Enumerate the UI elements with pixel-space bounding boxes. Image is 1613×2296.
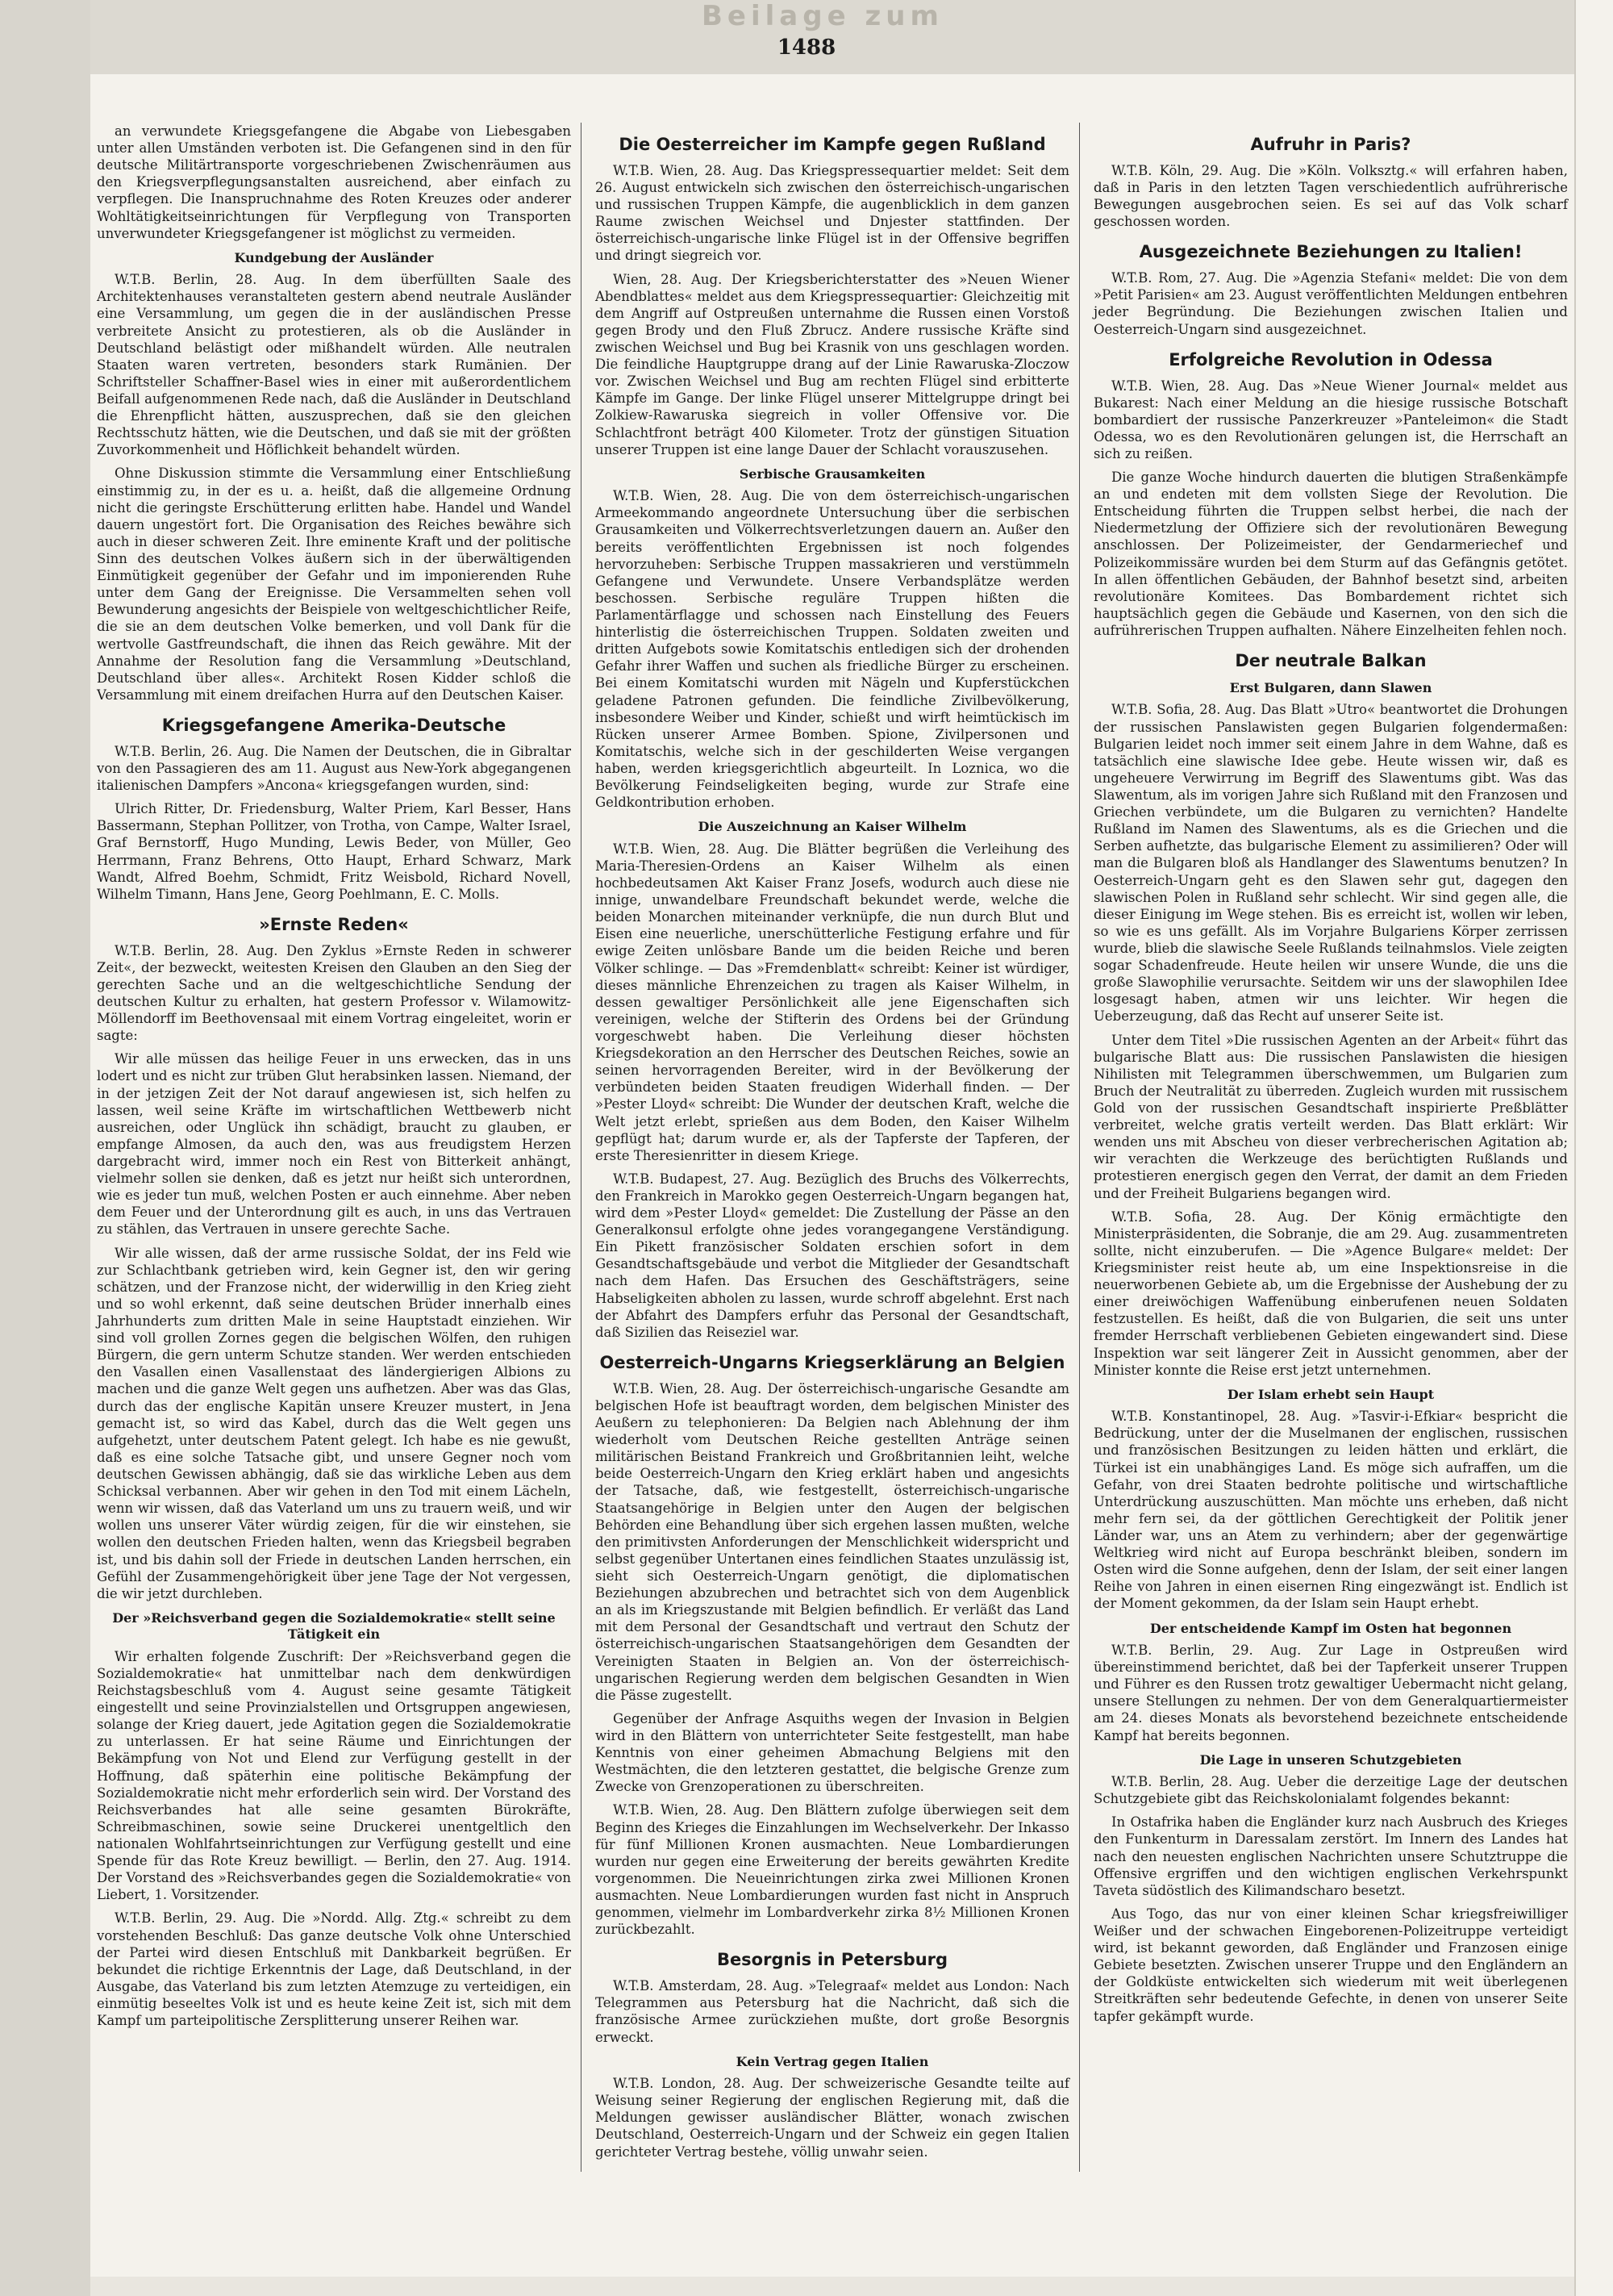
- left-margin-bleed: [0, 0, 90, 2296]
- right-margin-bleed: [1574, 0, 1613, 2296]
- article-paragraph: W.T.B. Berlin, 26. Aug. Die Namen der Deutschen, die in Gibraltar von den Passagieren des am 11. August aus New-York abgegangenen italienischen Dampfers »Ancona« kriegsgefangen wurden, sind:: [97, 743, 571, 794]
- article-paragraph: W.T.B. Berlin, 29. Aug. Die »Nordd. Allg. Ztg.« schreibt zu dem vorstehenden Beschluß: Das ganze deutsche Volk ohne Unterschied der Partei wird diesen Entschluß mit Dankbarkeit begrüßen. Er bekundet die richtige Erkenntnis der Lage, daß Deutschland, in der Ausgabe, das Vaterland bis zum letzten Atemzuge zu verteidigen, ein einmütig beseeltes Volk ist und es heute keine Zeit ist, sich mit dem Kampf um parteipolitische Zersplitterung unserer Reihen war.: [97, 1910, 571, 2029]
- article-paragraph: W.T.B. Amsterdam, 28. Aug. »Telegraaf« meldet aus London: Nach Telegrammen aus Petersburg hat die Nachricht, daß sich die französische Armee zurückziehen mußte, dort große Besorgnis erweckt.: [595, 1978, 1069, 2045]
- article-headline: Ausgezeichnete Beziehungen zu Italien!: [1139, 242, 1523, 262]
- article-paragraph: Wir alle müssen das heilige Feuer in uns erwecken, das in uns lodert und es nicht zur trüben Glut herabsinken lassen. Niemand, der in der jetzigen Zeit der Not darauf angewiesen ist, sich helfen zu lassen, weil seine Kräfte im wirtschaftlichen Wettbewerb nicht ausreichen, oder Unglück ihn schädigt, braucht zu glauben, er empfange Almosen, da auch den, was aus freudigstem Herzen dargebracht wird, immer noch ein Rest von Bitterkeit anhängt, vielmehr sollen sie denken, daß es jetzt nur heißt sich unterordnen, wie es jeder tun muß, welchen Posten er auch einnehme. Aber neben dem Feuer und der Unterordnung gilt es auch, in uns das Vertrauen zu stählen, das Vertrauen in unsere gerechte Sache.: [97, 1051, 571, 1238]
- article-paragraph: W.T.B. Wien, 28. Aug. Das Kriegspressequartier meldet: Seit dem 26. August entwickeln sich zwischen den österreichisch-ungarischen und russischen Truppen Kämpfe, die augenblicklich in dem ganzen Raume zwischen Weichsel und Dnjester stattfinden. Der österreichisch-ungarische linke Flügel ist in der Offensive begriffen und dringt siegreich vor.: [595, 162, 1069, 264]
- article-paragraph: W.T.B. Wien, 28. Aug. Die Blätter begrüßen die Verleihung des Maria-Theresien-Ordens an Kaiser Wilhelm als einen hochbedeutsamen Akt Kaiser Franz Josefs, wodurch auch diese nie innige, unwandelbare Freundschaft bekundet werde, welche die beiden Monarchen miteinander verknüpfe, die nun durch Blut und Eisen eine neuerliche, unerschütterliche Festigung erfahre und für ewige Zeiten unlösbare Bande um die beiden Reiche und beren Völker schlinge. — Das »Fremdenblatt« schreibt: Keiner ist würdiger, dieses männliche Ehrenzeichen zu tragen als Kaiser Wilhelm, in dessen gewaltiger Persönlichkeit alle jene Eigenschaften sich vereinigen, welche der Stifterin des Ordens bei der Gründung vorgeschwebt haben. Die Verleihung dieser höchsten Kriegsdekoration an den Herrscher des Deutschen Reiches, sowie an seinen hervorragenden Bereiter, wird in der Bevölkerung der verbündeten beiden Staaten freudigen Widerhall finden. — Der »Pester Lloyd« schreibt: Die Wunder der deutschen Kraft, welche die Welt jetzt erlebt, sprießen aus dem Boden, den Kaiser Wilhelm gepflügt hat; darum wurde er, als der Tapferste der Tapferen, der erste Theresienritter in diesem Kriege.: [595, 841, 1069, 1163]
- newspaper-page: [90, 74, 1574, 2277]
- article-headline: Aufruhr in Paris?: [1250, 135, 1411, 154]
- article-paragraph: Ohne Diskussion stimmte die Versammlung einer Entschließung einstimmig zu, in der es u. a. heißt, daß die allgemeine Ordnung nicht die geringste Erschütterung erlitten habe. Handel und Wandel dauern ungestört fort. Die Organisation des Reiches bewähre sich auch in dieser schweren Zeit. Ihre eminente Kraft und der politische Sinn des deutschen Volkes äußern sich in der überwältigenden Einmütigkeit gegenüber der Gefahr und im imponierenden Ruhe unter dem Gang der Ereignisse. Die Versammelten sehen voll Bewunderung angesichts der Beispiele von weltgeschichtlicher Reife, die sie an dem deutschen Volke bemerken, und voll Dank für die wertvolle Gastfreundschaft, die ihnen das Reich gewähre. Mit der Annahme der Resolution fang die Versammlung »Deutschland, Deutschland über alles«. Architekt Rosen Kidder schloß die Versammlung mit einem dreifachen Hurra auf den Deutschen Kaiser.: [97, 465, 571, 703]
- article-subheading: Die Auszeichnung an Kaiser Wilhelm: [698, 819, 967, 835]
- article-paragraph: In Ostafrika haben die Engländer kurz nach Ausbruch des Krieges den Funkenturm in Daressalam zerstört. Im Innern des Landes hat nach den neuesten englischen Nachrichten unsere Schutztruppe die Offensive ergriffen und den wichtigen englischen Verkehrspunkt Taveta südöstlich des Kilimandscharo besetzt.: [1094, 1814, 1568, 1898]
- article-paragraph: W.T.B. Wien, 28. Aug. Das »Neue Wiener Journal« meldet aus Bukarest: Nach einer Meldung an die hiesige russische Botschaft bombardiert der russische Panzerkreuzer »Panteleimon« die Stadt Odessa, wo es den Revolutionären gelungen ist, die Herrschaft an sich zu reißen.: [1094, 378, 1568, 461]
- page-number: 1488: [777, 35, 836, 60]
- article-paragraph: Wien, 28. Aug. Der Kriegsberichterstatter des »Neuen Wiener Abendblattes« meldet aus dem Kriegspressequartier: Gleichzeitig mit dem Angriff auf Ostpreußen unternahme die Russen einen Vorstoß gegen Brody und den Fluß Zbrucz. Andere russische Kräfte sind zwischen Weichsel und Bug bei Krasnik von uns geschlagen worden. Die feindliche Hauptgruppe drang auf der Linie Rawaruska-Zloczow vor. Zwischen Weichsel und Bug am rechten Flügel sind erbitterte Kämpfe im Gange. Der linke Flügel unserer Mittelgruppe dringt bei Zolkiew-Rawaruska siegreich in voller Offensive vor. Die Schlachtfront beträgt 400 Kilometer. Trotz der günstigen Situation unserer Truppen ist eine lange Dauer der Schlacht vorauszusehen.: [595, 271, 1069, 457]
- article-subheading: Serbische Grausamkeiten: [739, 465, 926, 482]
- article-headline: Erfolgreiche Revolution in Odessa: [1169, 349, 1493, 369]
- article-paragraph: W.T.B. Wien, 28. Aug. Die von dem österreichisch-ungarischen Armeekommando angeordnete Untersuchung über die serbischen Grausamkeiten und Völkerrechtsverletzungen dauern an. Außer den bereits veröffentlichten Ergebnissen ist noch folgendes hervorzuheben: Serbische Truppen massakrieren und verstümmeln Gefangene und Verwundete. Unsere Verbandsplätze werden beschossen. Serbische reguläre Truppen hißten die Parlamentärflagge und schossen nach Einstellung des Feuers hinterlistig die österreichischen Truppen. Soldaten zweiten und dritten Aufgebots sowie Komitatschis entledigen sich der drohenden Gefahr ihrer Waffen und suchen als friedliche Bürger zu erscheinen. Bei einem Komitatschi wurden mit Nägeln und Kupferstückchen geladene Patronen gefunden. Die feindliche Zivilbevölkerung, insbesondere Weiber und Kinder, schießt und wirft heimtückisch im Rücken unserer Armee Bomben. Spione, Zivilpersonen und Komitatschis, welche sich in der geschilderten Weise vergangen haben, werden kriegsgerichtlich abgeurteilt. In Loznica, wo die Bevölkerung Feindseligkeiten beging, wurde zur Strafe eine Geldkontribution erhoben.: [595, 488, 1069, 811]
- article-paragraph: W.T.B. Berlin, 28. Aug. Den Zyklus »Ernste Reden in schwerer Zeit«, der bezweckt, weitesten Kreisen den Glauben an den Sieg der gerechten Sache und an die weltgeschichtliche Sendung der deutschen Kultur zu erhalten, hat gestern Professor v. Wilamowitz-Möllendorff im Beethovensaal mit einem Vortrag eingeleitet, worin er sagte:: [97, 942, 571, 1044]
- article-subheading: Kein Vertrag gegen Italien: [736, 2053, 929, 2069]
- article-paragraph: Ulrich Ritter, Dr. Friedensburg, Walter Priem, Karl Besser, Hans Bassermann, Stephan Pollitzer, von Trotha, von Campe, Walter Israel, Graf Bernstorff, Hugo Munding, Lewis Beder, von Müller, Geo Herrmann, Franz Behrens, Otto Haupt, Erhard Schwarz, Mark Wandt, Alfred Boehm, Schmidt, Fritz Weisbold, Richard Novell, Wilhelm Timann, Hans Jene, Georg Poehlmann, E. C. Molls.: [97, 801, 571, 902]
- article-paragraph: W.T.B. Wien, 28. Aug. Der österreichisch-ungarische Gesandte am belgischen Hofe ist beauftragt worden, dem belgischen Minister des Aeußern zu telephonieren: Da Belgien nach Ablehnung der ihm wiederholt vom Deutschen Reiche gestellten Anträge seinen militärischen Beistand Frankreich und Großbritannien leiht, welche beide Oesterreich-Ungarn den Krieg erklärt haben und angesichts der Tatsache, daß, wie festgestellt, österreichisch-ungarische Staatsangehörige in Belgien unter den Augen der belgischen Behörden eine Behandlung über sich ergehen lassen mußten, welche den primitivsten Anforderungen der Menschlichkeit widerspricht und selbst gegenüber Untertanen eines feindlichen Staates unzulässig ist, sieht sich Oesterreich-Ungarn genötigt, die diplomatischen Beziehungen abzubrechen und betrachtet sich von dem Augenblick an als im Kriegszustande mit Belgien befindlich. Er verläßt das Land mit dem Personal der Gesandtschaft und vertraut den Schutz der österreichisch-ungarischen Staatsangehörigen dem Gesandten der Vereinigten Staaten in Belgien an. Von der österreichisch-ungarischen Regierung werden dem belgischen Gesandten in Wien die Pässe zugestellt.: [595, 1380, 1069, 1703]
- article-paragraph: W.T.B. London, 28. Aug. Der schweizerische Gesandte teilte auf Weisung seiner Regierung der englischen Regierung mit, daß die Meldungen gewisser ausländischer Blätter, wonach zwischen Deutschland, Oesterreich-Ungarn und der Schweiz ein gegen Italien gerichteter Vertrag bestehe, völlig unwahr seien.: [595, 2076, 1069, 2160]
- article-paragraph: W.T.B. Konstantinopel, 28. Aug. »Tasvir-i-Efkiar« bespricht die Bedrückung, unter der die Muselmanen der englischen, russischen und französischen Besitzungen zu leiden hätten und erklärt, die Türkei ist ein unabhängiges Land. Es möge sich aufraffen, um die Gefahr, von drei Staaten bedrohte politische und wirtschaftliche Unterdrückung auszuschütten. Man möchte uns erheben, daß nicht mehr fern sei, da der göttlichen Gerechtigkeit der Politik jener Länder war, uns an Atem zu verhindern; aber der gegenwärtige Weltkrieg wird nicht auf Europa beschränkt bleiben, sondern im Osten wird die Sonne aufgehen, denn der Islam, der seit einer langen Reihe von Jahren in einen eisernen Ring eingezwängt ist. Endlich ist der Moment gekommen, da der Islam sein Haupt erhebt.: [1094, 1409, 1568, 1612]
- article-subheading: Kundgebung der Ausländer: [234, 249, 434, 265]
- article-paragraph: W.T.B. Sofia, 28. Aug. Der König ermächtigte den Ministerpräsidenten, die Sobranje, die am 29. Aug. zusammentreten sollte, nicht einzuberufen. — Die »Agence Bulgare« meldet: Der Kriegsminister reist heute ab, um eine Inspektionsreise in die neuerworbenen Gebiete ab, um die Ergebnisse der Aushebung der zu einer dreiwöchigen Waffenübung einberufenen neuen Soldaten festzustellen. Es heißt, daß die von Bulgarien, die seit uns unter fremder Herrschaft verbliebenen Gebieten eingewandert sind. Diese Inspektion war seit längerer Zeit in Aussicht genommen, aber der Minister konnte die Reise erst jetzt unternehmen.: [1094, 1209, 1568, 1378]
- article-paragraph: Die ganze Woche hindurch dauerten die blutigen Straßenkämpfe an und endeten mit dem vollsten Siege der Revolution. Die Entscheidung führten die Truppen selbst herbei, die nach der Niedermetzlung der Offiziere sich der revolutionären Bewegung anschlossen. Der Polizeimeister, der Gendarmeriechef und Polizeikommissäre wurden bei dem Sturm auf das Gefängnis getötet. In allen öffentlichen Gebäuden, der Bahnhof besetzt sind, arbeiten revolutionäre Komitees. Das Bombardement richtet sich hauptsächlich gegen die Gebäude und Kasernen, von den sich die aufrührerischen Truppen aufhalten. Nähere Einzelheiten fehlen noch.: [1094, 470, 1568, 639]
- column-2: [595, 123, 1069, 2167]
- article-headline: Oesterreich-Ungarns Kriegserklärung an Belgien: [599, 1352, 1065, 1372]
- article-paragraph: Wir erhalten folgende Zuschrift: Der »Reichsverband gegen die Sozialdemokratie« hat unmittelbar nach dem denkwürdigen Reichstagsbeschluß vom 4. August seine gesamte Tätigkeit eingestellt und seine Provinzialstellen und Ortsgruppen angewiesen, solange der Krieg dauert, jede Agitation gegen die Sozialdemokratie zu unterlassen. Er hat seine Räume und Einrichtungen der Bekämpfung von Not und Elend zur Verfügung gestellt in der Hoffnung, daß späterhin eine politische Bekämpfung der Sozialdemokratie nicht mehr erforderlich sein wird. Der Vorstand des Reichsverbandes hat alle seine gesamten Bürokräfte, Schreibmaschinen, sowie seine Druckerei unentgeltlich den nationalen Wohlfahrtseinrichtungen zur Verfügung gestellt und eine Spende für das Rote Kreuz bewilligt. — Berlin, den 27. Aug. 1914. Der Vorstand des »Reichsverbandes gegen die Sozialdemokratie« von Liebert, 1. Vorsitzender.: [97, 1648, 571, 1903]
- article-headline: Der neutrale Balkan: [1235, 651, 1427, 671]
- article-subheading: Der Islam erhebt sein Haupt: [1227, 1386, 1435, 1402]
- article-paragraph: an verwundete Kriegsgefangene die Abgabe von Liebesgaben unter allen Umständen verboten ist. Die Gefangenen sind in den für deutsche Militärtransporte vorgeschriebenen Zwischenräumen aus den Kriegsverpflegungsanstalten ausreichend, aber einfach zu verpflegen. Die Inanspruchnahme des Roten Kreuzes oder anderer Wohltätigkeitseinrichtungen für Verpflegung von Transporten unverwundeter Kriegsgefangener ist möglichst zu vermeiden.: [97, 123, 571, 241]
- article-headline: Besorgnis in Petersburg: [716, 1950, 948, 1970]
- column-3: [1094, 123, 1568, 2031]
- article-paragraph: W.T.B. Köln, 29. Aug. Die »Köln. Volksztg.« will erfahren haben, daß in Paris in den letzten Tagen verschiedentlich aufrührerische Bewegungen ausgebrochen seien. Es sei auf das Volk scharf geschossen worden.: [1094, 162, 1568, 230]
- article-subheading: Erst Bulgaren, dann Slawen: [1229, 680, 1432, 696]
- article-paragraph: W.T.B. Berlin, 29. Aug. Zur Lage in Ostpreußen wird übereinstimmend berichtet, daß bei der Tapferkeit unserer Truppen und Führer es den Russen trotz gewaltiger Uebermacht nicht gelang, unsere Stellungen zu nehmen. Der von dem Generalquartiermeister am 24. dieses Monats als bevorstehend bezeichnete entscheidende Kampf hat bereits begonnen.: [1094, 1643, 1568, 1743]
- article-headline: Die Oesterreicher im Kampfe gegen Rußland: [619, 135, 1046, 154]
- article-paragraph: W.T.B. Berlin, 28. Aug. Ueber die derzeitige Lage der deutschen Schutzgebiete gibt das Reichskolonialamt folgendes bekannt:: [1094, 1774, 1568, 1807]
- article-paragraph: Wir alle wissen, daß der arme russische Soldat, der ins Feld wie zur Schlachtbank getrieben wird, kein Gegner ist, den wir gering schätzen, und der Franzose nicht, der widerwillig in den Krieg zieht und so wohl erkennt, daß seine deutschen Brüder innerhalb eines Jahrhunderts zum dritten Male in seine Hauptstadt einziehen. Wir sind voll grollen Zornes gegen die belgischen Wölfen, den ruhigen Bürgern, die gern unterm Schutze standen. Wer werden entschieden den Vasallen einen Vasallenstaat des ländergierigen Albions zu machen und die ganze Welt gegen uns aufhetzen. Aber was das Glas, durch das der englische Kapitän unsere Kreuzer mustert, in Jena gemacht ist, so wird das Kabel, durch das die Welt gegen uns aufgehetzt, unter deutschem Patent gelegt. Ich habe es nie gewußt, daß es eine solche Tatsache gibt, und unsere Gegner noch vom deutschen Gewissen abhängig, daß sie das wirkliche Leben aus dem Schicksal verbannen. Aber wir gehen in den Tod mit einem Lächeln, wenn wir wissen, daß das Vaterland um uns zu trauern weiß, und wir wollen uns unserer Väter würdig zeigen, für die wir einstehen, sie wollen den deutschen Frieden halten, wenn das Kriegsbeil begraben ist, und bis dahin soll der Friede in deutschen Landen herrschen, ein Gefühl der Zusammengehörigkeit über jene Tage der Not vergessen, die wir jetzt durchleben.: [97, 1245, 571, 1601]
- article-paragraph: W.T.B. Wien, 28. Aug. Den Blättern zufolge überwiegen seit dem Beginn des Krieges die Einzahlungen im Wechselverkehr. Der Inkasso für fünf Millionen Kronen ausmachten. Neue Lombardierungen wurden nur gegen eine Erweiterung der bereits gewährten Kredite vorgenommen. Die Neueinrichtungen zirka zwei Millionen Kronen ausmachten. Neue Lombardierungen wurden fast nicht in Anspruch genommen, vielmehr im Lombardverkehr zirka 8½ Millionen Kronen zurückbezahlt.: [595, 1802, 1069, 1938]
- article-paragraph: W.T.B. Berlin, 28. Aug. In dem überfüllten Saale des Architektenhauses veranstalteten gestern abend neutrale Ausländer eine Versammlung, um gegen die in der ausländischen Presse verbreitete Ansicht zu protestieren, als ob die Ausländer in Deutschland belästigt oder mißhandelt würden. Alle neutralen Staaten waren vertreten, besonders stark Rumänien. Der Schriftsteller Schaffner-Basel wies in einer mit außerordentlichem Beifall aufgenommenen Rede nach, daß die Ausländer in Deutschland die Ehrenpflicht hätten, auszusprechen, daß sie den gleichen Rechtsschutz hätten, wie die Deutschen, und daß sie mit der größten Zuvorkommenheit und Höflichkeit behandelt würden.: [97, 272, 571, 458]
- article-paragraph: Aus Togo, das nur von einer kleinen Schar kriegsfreiwilliger Weißer und der schwachen Eingeborenen-Polizeitruppe verteidigt wird, ist bekannt geworden, daß Engländer und Franzosen einige Gebiete besetzten. Zwischen unserer Truppe und den Engländern an der Goldküste entwickelten sich wiederum mit weit überlegenen Streitkräften sehr bedeutende Gefechte, in denen von unserer Seite tapfer gekämpft wurde.: [1094, 1906, 1568, 2024]
- article-headline: »Ernste Reden«: [259, 914, 409, 934]
- column-1: [97, 123, 571, 2035]
- article-subheading: Der »Reichsverband gegen die Sozialdemokratie« stellt seine Tätigkeit ein: [112, 1609, 556, 1643]
- article-subheading: Die Lage in unseren Schutzgebieten: [1199, 1751, 1462, 1768]
- article-paragraph: Gegenüber der Anfrage Asquiths wegen der Invasion in Belgien wird in den Blättern von unterrichteter Seite festgestellt, man habe Kenntnis von einer geheimen Abmachung Belgiens mit den Westmächten, die den letzteren gestattet, die belgische Grenze zum Zwecke von Grenzoperationen zu überschreiten.: [595, 1710, 1069, 1795]
- watermark: Beilage zum: [702, 0, 944, 32]
- article-paragraph: Unter dem Titel »Die russischen Agenten an der Arbeit« führt das bulgarische Blatt aus: Die russischen Panslawisten die hiesigen Nihilisten mit Telegrammen überschwemmen, um Bulgarien zum Bruch der Neutralität zu überreden. Zugleich wurden mit russischem Gold von der russischen Gesandtschaft inspirierte Preßblätter verbreitet, welche gratis verteilt werden. Das Blatt erklärt: Wir wenden uns mit Abscheu von dieser verbrecherischen Agitation ab; wir verachten die Werkzeuge des berüchtigten Rußlands und protestieren energisch gegen den Verrat, der damit an dem Frieden und der Freiheit Bulgariens begangen wird.: [1094, 1032, 1568, 1201]
- column-rule: [1079, 123, 1080, 2172]
- article-headline: Kriegsgefangene Amerika-Deutsche: [161, 715, 506, 735]
- article-paragraph: W.T.B. Budapest, 27. Aug. Bezüglich des Bruchs des Völkerrechts, den Frankreich in Marokko gegen Oesterreich-Ungarn begangen hat, wird dem »Pester Lloyd« gemeldet: Die Zustellung der Pässe an den Generalkonsul erfolgte ohne jedes vorangegangene Verständigung. Ein Pikett französischer Soldaten erschien sofort in dem Gesandtschaftsgebäude und verbot die Mitglieder der Gesandtschaft nach dem Hafen. Das Ersuchen des Geschäftsträgers, seine Habseligkeiten abholen zu lassen, wurde schroff abgelehnt. Erst nach der Abfahrt des Dampfers erfuhr das Personal der Gesandtschaft, daß Sizilien das Reiseziel war.: [595, 1171, 1069, 1340]
- article-subheading: Der entscheidende Kampf im Osten hat begonnen: [1149, 1620, 1512, 1636]
- article-paragraph: W.T.B. Sofia, 28. Aug. Das Blatt »Utro« beantwortet die Drohungen der russischen Panslawisten gegen Bulgarien folgendermaßen: Bulgarien leidet noch immer seit einem Jahre in dem Wahne, daß es tatsächlich eine slawische Idee gebe. Heute wissen wir, daß es ungeheuere Verwirrung im Begriff des Slawentums gibt. Was das Slawentum, als im vorigen Jahre sich Rußland mit den Franzosen und Griechen verbündete, um die Bulgaren zu vernichten? Handelte Rußland im Namen des Slawentums, als es die Griechen und die Serben aufhetzte, das bulgarische Element zu assimilieren? Oder will man die Bulgaren bloß als Handlanger des Slawentums benutzen? In Oesterreich-Ungarn geht es den Slawen sehr gut, dagegen den slawischen Polen in Rußland sehr schlecht. Wir sind gegen alle, die dieser Einigung im Wege stehen. Bis es erreicht ist, wollen wir leben, so wie es uns gefällt. Als im Vorjahre Bulgariens Körper zerrissen wurde, blieb die slawische Seele Rußlands teilnahmslos. Viele zeigten sogar Schadenfreude. Heute heilen wir unsere Wunde, die uns die große Slawophilie verursachte. Seitdem wir uns der slawophilen Idee losgesagt haben, atmen wir uns leichter. Wir hegen die Ueberzeugung, daß das Recht auf unserer Seite ist.: [1094, 702, 1568, 1025]
- article-paragraph: W.T.B. Rom, 27. Aug. Die »Agenzia Stefani« meldet: Die von dem »Petit Parisien« am 23. August veröffentlichten Meldungen entbehren jeder Begründung. Die Beziehungen zwischen Italien und Oesterreich-Ungarn sind ausgezeichnet.: [1094, 270, 1568, 337]
